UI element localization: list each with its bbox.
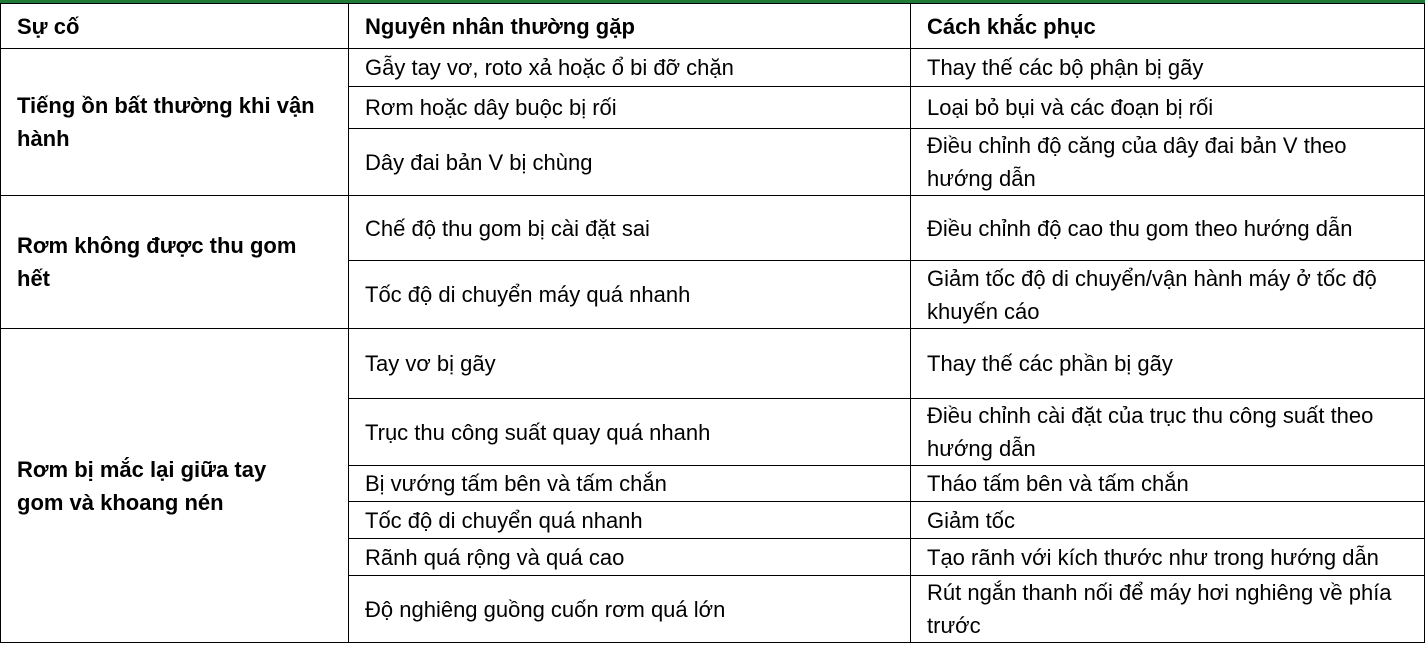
fix-cell: Tạo rãnh với kích thước như trong hướng dẫn (911, 539, 1425, 576)
cause-cell: Rãnh quá rộng và quá cao (349, 539, 911, 576)
cause-cell: Độ nghiêng guồng cuốn rơm quá lớn (349, 576, 911, 643)
issue-cell: Rơm bị mắc lại giữa tay gom và khoang nén (1, 329, 349, 643)
cause-cell: Trục thu công suất quay quá nhanh (349, 399, 911, 466)
cause-cell: Bị vướng tấm bên và tấm chắn (349, 466, 911, 502)
cause-cell: Tốc độ di chuyển quá nhanh (349, 502, 911, 539)
fix-cell: Rút ngắn thanh nối để máy hơi nghiêng về phía trước (911, 576, 1425, 643)
cause-cell: Tay vơ bị gãy (349, 329, 911, 399)
table-row (1, 49, 1425, 87)
table-row (1, 196, 1425, 261)
header-fix: Cách khắc phục (911, 4, 1425, 49)
fix-cell: Tháo tấm bên và tấm chắn (911, 466, 1425, 502)
fix-cell: Điều chỉnh độ căng của dây đai bản V theo hướng dẫn (911, 129, 1425, 196)
fix-cell: Giảm tốc độ di chuyển/vận hành máy ở tốc độ khuyến cáo (911, 261, 1425, 329)
cause-cell: Rơm hoặc dây buộc bị rối (349, 87, 911, 129)
table-row (1, 329, 1425, 399)
fix-cell: Điều chỉnh độ cao thu gom theo hướng dẫn (911, 196, 1425, 261)
fix-cell: Loại bỏ bụi và các đoạn bị rối (911, 87, 1425, 129)
header-cause: Nguyên nhân thường gặp (349, 4, 911, 49)
fix-cell: Thay thế các bộ phận bị gãy (911, 49, 1425, 87)
cause-cell: Dây đai bản V bị chùng (349, 129, 911, 196)
fix-cell: Điều chỉnh cài đặt của trục thu công suất theo hướng dẫn (911, 399, 1425, 466)
fix-cell: Giảm tốc (911, 502, 1425, 539)
table-header-row (1, 4, 1425, 49)
cause-cell: Chế độ thu gom bị cài đặt sai (349, 196, 911, 261)
cause-cell: Tốc độ di chuyển máy quá nhanh (349, 261, 911, 329)
header-issue: Sự cố (1, 4, 349, 49)
troubleshooting-table (0, 3, 1425, 643)
issue-cell: Rơm không được thu gom hết (1, 196, 349, 329)
issue-cell: Tiếng ồn bất thường khi vận hành (1, 49, 349, 196)
cause-cell: Gẫy tay vơ, roto xả hoặc ổ bi đỡ chặn (349, 49, 911, 87)
fix-cell: Thay thế các phần bị gãy (911, 329, 1425, 399)
